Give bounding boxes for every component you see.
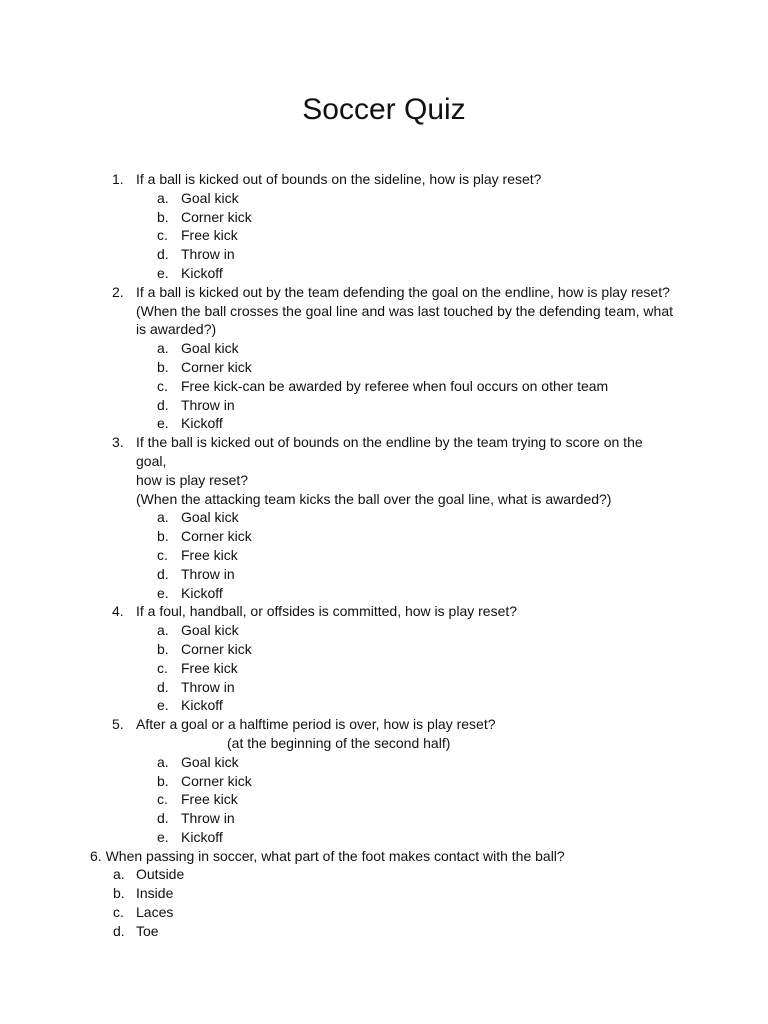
question-number: 2.	[112, 283, 124, 300]
question-text: After a goal or a halftime period is over, how is play reset?	[136, 716, 496, 733]
option-text: Free kick	[181, 659, 238, 676]
option-letter: e.	[157, 697, 169, 714]
option-item	[0, 584, 768, 603]
option-text: Throw in	[181, 565, 235, 582]
option-item	[0, 922, 708, 941]
option-item	[0, 565, 768, 584]
question-text: is awarded?)	[136, 321, 217, 338]
question-number: 3.	[112, 434, 124, 451]
option-letter: e.	[157, 828, 169, 845]
option-text: Goal kick	[181, 189, 239, 206]
option-item	[0, 790, 768, 809]
option-text: Throw in	[181, 678, 235, 695]
option-item	[0, 414, 768, 433]
option-item	[0, 621, 768, 640]
option-letter: d.	[113, 922, 125, 939]
question-text: If a foul, handball, or offsides is committed, how is play reset?	[136, 603, 518, 620]
option-item	[0, 884, 708, 903]
question-2	[0, 283, 768, 339]
option-item	[0, 396, 768, 415]
option-text: Corner kick	[181, 772, 252, 789]
option-text: Throw in	[181, 810, 235, 827]
option-item	[0, 696, 768, 715]
option-text: Corner kick	[181, 358, 252, 375]
option-letter: c.	[157, 659, 168, 676]
option-letter: d.	[157, 246, 169, 263]
option-letter: a.	[157, 189, 169, 206]
option-item	[0, 772, 768, 791]
option-item	[0, 245, 768, 264]
option-item	[0, 527, 768, 546]
question-text: (When the ball crosses the goal line and was last touched by the defending team, what	[136, 302, 673, 319]
option-text: Kickoff	[181, 828, 223, 845]
question-3	[0, 433, 768, 508]
option-item	[0, 809, 768, 828]
question-2-options	[0, 339, 768, 433]
option-item	[0, 865, 708, 884]
option-letter: d.	[157, 396, 169, 413]
option-text: Corner kick	[181, 640, 252, 657]
option-letter: a.	[157, 509, 169, 526]
option-letter: c.	[157, 227, 168, 244]
question-text: If a ball is kicked out by the team defending the goal on the endline, how is play reset?	[136, 283, 670, 300]
option-item	[0, 659, 768, 678]
option-item	[0, 358, 768, 377]
question-number: 5.	[112, 716, 124, 733]
option-text: Kickoff	[181, 697, 223, 714]
option-letter: b.	[157, 772, 169, 789]
option-text: Kickoff	[181, 264, 223, 281]
option-letter: e.	[157, 584, 169, 601]
option-item	[0, 508, 768, 527]
page-title: Soccer Quiz	[302, 93, 466, 126]
option-letter: c.	[113, 904, 124, 921]
option-text: Goal kick	[181, 753, 239, 770]
option-item	[0, 903, 708, 922]
option-text: Laces	[136, 904, 174, 921]
option-letter: c.	[157, 546, 168, 563]
option-text: Free kick	[181, 227, 238, 244]
question-6-options	[0, 865, 768, 940]
option-text: Throw in	[181, 396, 235, 413]
option-item	[0, 189, 768, 208]
option-letter: e.	[157, 415, 169, 432]
option-item	[0, 546, 768, 565]
option-letter: d.	[157, 565, 169, 582]
question-4-options	[0, 621, 768, 715]
question-5	[0, 715, 768, 753]
option-letter: e.	[157, 264, 169, 281]
option-item	[0, 640, 768, 659]
option-text: Corner kick	[181, 208, 252, 225]
question-3-options	[0, 508, 768, 602]
question-1	[0, 170, 768, 189]
option-item	[0, 226, 768, 245]
option-letter: b.	[113, 885, 125, 902]
option-letter: b.	[157, 208, 169, 225]
option-item	[0, 339, 768, 358]
option-item	[0, 828, 768, 847]
option-text: Kickoff	[181, 584, 223, 601]
option-letter: a.	[157, 622, 169, 639]
option-text: Inside	[136, 885, 174, 902]
option-text: Corner kick	[181, 528, 252, 545]
option-letter: d.	[157, 678, 169, 695]
question-text: how is play reset?	[136, 471, 249, 488]
option-letter: b.	[157, 528, 169, 545]
question-6	[0, 847, 768, 866]
quiz-body	[0, 170, 768, 941]
option-letter: a.	[113, 866, 125, 883]
option-text: Kickoff	[181, 415, 223, 432]
option-item	[0, 264, 768, 283]
question-text: 6. When passing in soccer, what part of the foot makes contact with the ball?	[90, 847, 565, 864]
option-text: Throw in	[181, 246, 235, 263]
option-letter: a.	[157, 753, 169, 770]
option-letter: b.	[157, 640, 169, 657]
question-1-options	[0, 189, 768, 283]
option-item	[0, 678, 768, 697]
question-number: 4.	[112, 603, 124, 620]
option-text: Goal kick	[181, 340, 239, 357]
option-text: Goal kick	[181, 622, 239, 639]
question-5-options	[0, 753, 768, 847]
question-text: If a ball is kicked out of bounds on the sideline, how is play reset?	[136, 171, 542, 187]
option-letter: c.	[157, 377, 168, 394]
option-item	[0, 753, 768, 772]
question-subtext: (at the beginning of the second half)	[227, 734, 451, 751]
option-text: Outside	[136, 866, 185, 883]
option-text: Goal kick	[181, 509, 239, 526]
option-text: Free kick	[181, 791, 238, 808]
question-text: If the ball is kicked out of bounds on the endline by the team trying to score on the goal,	[136, 434, 643, 469]
question-number: 1.	[112, 171, 124, 187]
option-text: Free kick	[181, 546, 238, 563]
option-text: Toe	[136, 922, 159, 939]
option-text: Free kick-can be awarded by referee when foul occurs on other team	[181, 377, 609, 394]
option-letter: c.	[157, 791, 168, 808]
option-letter: d.	[157, 810, 169, 827]
option-letter: b.	[157, 358, 169, 375]
option-item	[0, 377, 768, 396]
question-text: (When the attacking team kicks the ball over the goal line, what is awarded?)	[136, 490, 612, 507]
option-letter: a.	[157, 340, 169, 357]
question-4	[0, 602, 768, 621]
option-item	[0, 208, 768, 227]
